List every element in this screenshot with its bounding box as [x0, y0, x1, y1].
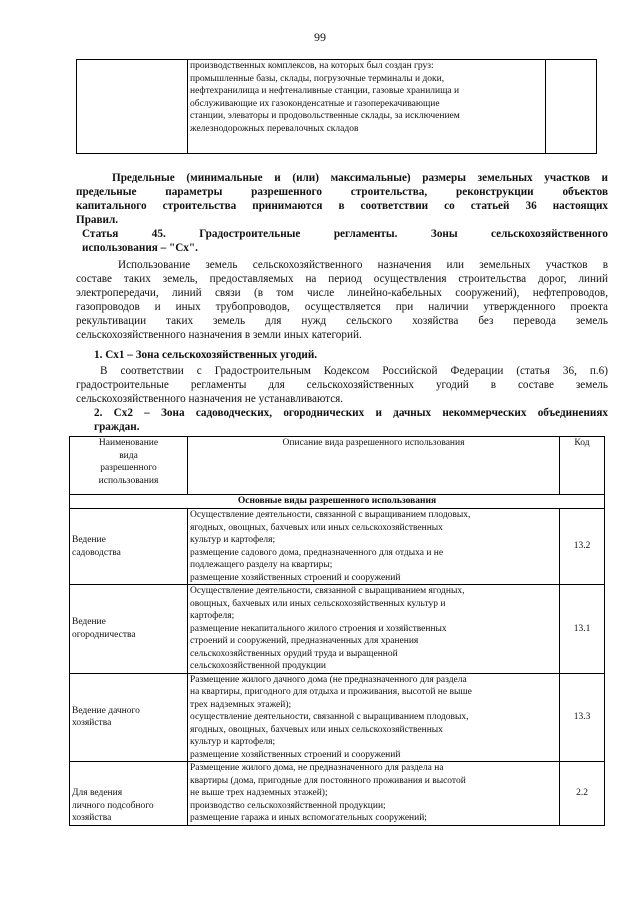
row-description	[188, 509, 560, 585]
desc-line: овощных, бахчевых или иных сельскохозяйственных культур и	[190, 598, 446, 609]
desc-line: осуществление деятельности, связанной с выращиванием плодовых,	[190, 712, 469, 722]
desc-line: не выше трех надземных этажей);	[190, 788, 328, 798]
text-line: сельскохозяйственного назначения не устанавливаются.	[76, 393, 344, 405]
desc-line: размещение хозяйственных строений и сооружений	[190, 749, 401, 760]
desc-line: производство сельскохозяйственной продукции;	[190, 800, 386, 811]
text-line: 1. Сх1 – Зона сельскохозяйственных угодий.	[94, 349, 318, 361]
text-line: составе таких земель, предоставляемых на период осуществления строительства дорог, линий	[76, 273, 608, 285]
name-line: хозяйства	[72, 718, 112, 729]
row-code: 13.3	[560, 673, 605, 762]
desc-line: размещение некапитального жилого строения и хозяйственных	[190, 623, 447, 634]
row-description	[188, 673, 560, 762]
section-row	[70, 495, 605, 509]
text-line: электропередачи, линий связи (в том числе линейно-кабельных сооружений), нефтепроводов,	[76, 287, 608, 299]
row-name	[70, 509, 188, 585]
desc-line: Осуществление деятельности, связанной с выращиванием ягодных,	[190, 586, 465, 596]
desc-line: квартиры (дома, пригодные для постоянного проживания и высотой	[190, 775, 466, 786]
table-row	[77, 60, 597, 154]
zone1-paragraph	[76, 364, 608, 406]
desc-line: подлежащего разделу на квартиры;	[190, 560, 333, 570]
cell-line: обслуживающие их газоконденсатные и газоперекачивающие	[190, 98, 440, 109]
text-line: газопроводов и иных трубопроводов, осуществляется при наличии утвержденного проекта	[76, 301, 608, 313]
header-line: вида	[119, 450, 138, 461]
text-line: использования – "Сх".	[82, 242, 198, 254]
text-line: Правил.	[76, 214, 119, 226]
table-header-row	[70, 437, 605, 495]
header-line: использования	[98, 475, 159, 486]
header-code: Код	[560, 437, 605, 495]
cell-line: нефтехранилища и нефтеналивные станции, газовые хранилища и	[190, 86, 460, 97]
name-line: личного подсобного	[72, 800, 154, 811]
desc-line: сельскохозяйственных орудий труда и выращенной	[190, 648, 398, 659]
cell-line: станции, элеваторы и продовольственные склады, за исключением	[190, 111, 460, 122]
desc-line: культур и картофеля;	[190, 737, 276, 747]
cell-line: промышленные базы, склады, погрузочные терминалы и доки,	[190, 73, 445, 84]
row-name	[70, 585, 188, 674]
section-title: Основные виды разрешенного использования	[70, 495, 605, 509]
row-name	[70, 673, 188, 762]
desc-line: трех надземных этажей);	[190, 699, 292, 710]
text-line: В соответствии с Градостроительным Кодексом Российской Федерации (статья 36, п.6)	[100, 365, 608, 377]
row-name	[70, 762, 188, 826]
text-line: капитального строительства принимаются в соответствии со статьей 36 настоящих	[76, 200, 608, 212]
table-row	[70, 762, 605, 826]
desc-line: Размещение жилого дачного дома (не предназначенного для раздела	[190, 674, 467, 685]
text-line: Предельные (минимальные и (или) максимальные) размеры земельных участков и	[112, 172, 608, 184]
zone2-heading	[76, 406, 608, 434]
header-line: Наименование	[98, 438, 159, 448]
text-line: Использование земель сельскохозяйственного назначения или земельных участков в	[118, 259, 608, 271]
text-line: 2. Сх2 – Зона садоводческих, огороднических и дачных некоммерческих объединениях	[94, 407, 608, 419]
table-cell-description	[188, 60, 546, 154]
desc-line: ягодных, овощных, бахчевых или иных сельскохозяйственных	[190, 724, 443, 735]
row-code: 13.1	[560, 585, 605, 674]
desc-line: Осуществление деятельности, связанной с выращиванием плодовых,	[190, 510, 471, 520]
row-description	[188, 762, 560, 826]
desc-line: размещение гаража и иных вспомогательных сооружений;	[190, 813, 427, 823]
name-line: хозяйства	[72, 813, 112, 823]
table-cell-empty	[77, 60, 188, 154]
table-row	[70, 673, 605, 762]
zone1-heading	[76, 348, 608, 362]
header-line: разрешенного	[100, 463, 157, 473]
header-description: Описание вида разрешенного использования	[188, 437, 560, 495]
text-line: рекультивации таких земель для нужд сельского хозяйства без перевода земель	[76, 315, 608, 327]
row-code: 13.2	[560, 509, 605, 585]
page-number: 99	[314, 30, 326, 44]
article-heading	[76, 227, 608, 255]
text-line: граждан.	[94, 421, 140, 433]
desc-line: на квартиры, пригодного для отдыха и проживания, высотой не выше	[190, 687, 472, 697]
name-line: Ведение	[72, 617, 106, 628]
cell-line: железнодорожных перевалочных складов	[190, 123, 359, 134]
table-row	[70, 585, 605, 674]
permitted-use-table	[69, 436, 605, 826]
header-name	[70, 437, 188, 495]
name-line: Для ведения	[72, 788, 123, 798]
cell-line: производственных комплексов, на которых был создан груз:	[190, 61, 434, 71]
desc-line: сельскохозяйственной продукции	[190, 661, 326, 671]
intro-paragraph	[76, 171, 608, 227]
table-row	[70, 509, 605, 585]
desc-line: ягодных, овощных, бахчевых или иных сельскохозяйственных	[190, 522, 443, 533]
name-line: Ведение дачного	[72, 705, 140, 716]
text-line: сельскохозяйственного назначения в земли иных категорий.	[76, 329, 362, 341]
row-code: 2.2	[560, 762, 605, 826]
text-line: градостроительные регламенты для сельскохозяйственных угодий в составе земель	[76, 379, 608, 391]
desc-line: Размещение жилого дома, не предназначенного для раздела на	[190, 763, 444, 773]
name-line: огородничества	[72, 629, 136, 640]
row-description	[188, 585, 560, 674]
name-line: садоводства	[72, 547, 121, 558]
text-line: Статья 45. Градостроительные регламенты. Зоны сельскохозяйственного	[82, 228, 608, 240]
table-cell-empty	[546, 60, 597, 154]
name-line: Ведение	[72, 535, 106, 545]
body-paragraph	[76, 258, 608, 342]
text-line: предельные параметры разрешенного строительства, реконструкции объектов	[76, 186, 608, 198]
desc-line: размещение хозяйственных строений и сооружений	[190, 572, 401, 583]
desc-line: размещение садового дома, предназначенного для отдыха и не	[190, 547, 444, 558]
continued-table	[76, 59, 597, 154]
desc-line: картофеля;	[190, 611, 235, 621]
desc-line: строений и сооружений, предназначенных для хранения	[190, 636, 419, 646]
desc-line: культур и картофеля;	[190, 535, 276, 545]
